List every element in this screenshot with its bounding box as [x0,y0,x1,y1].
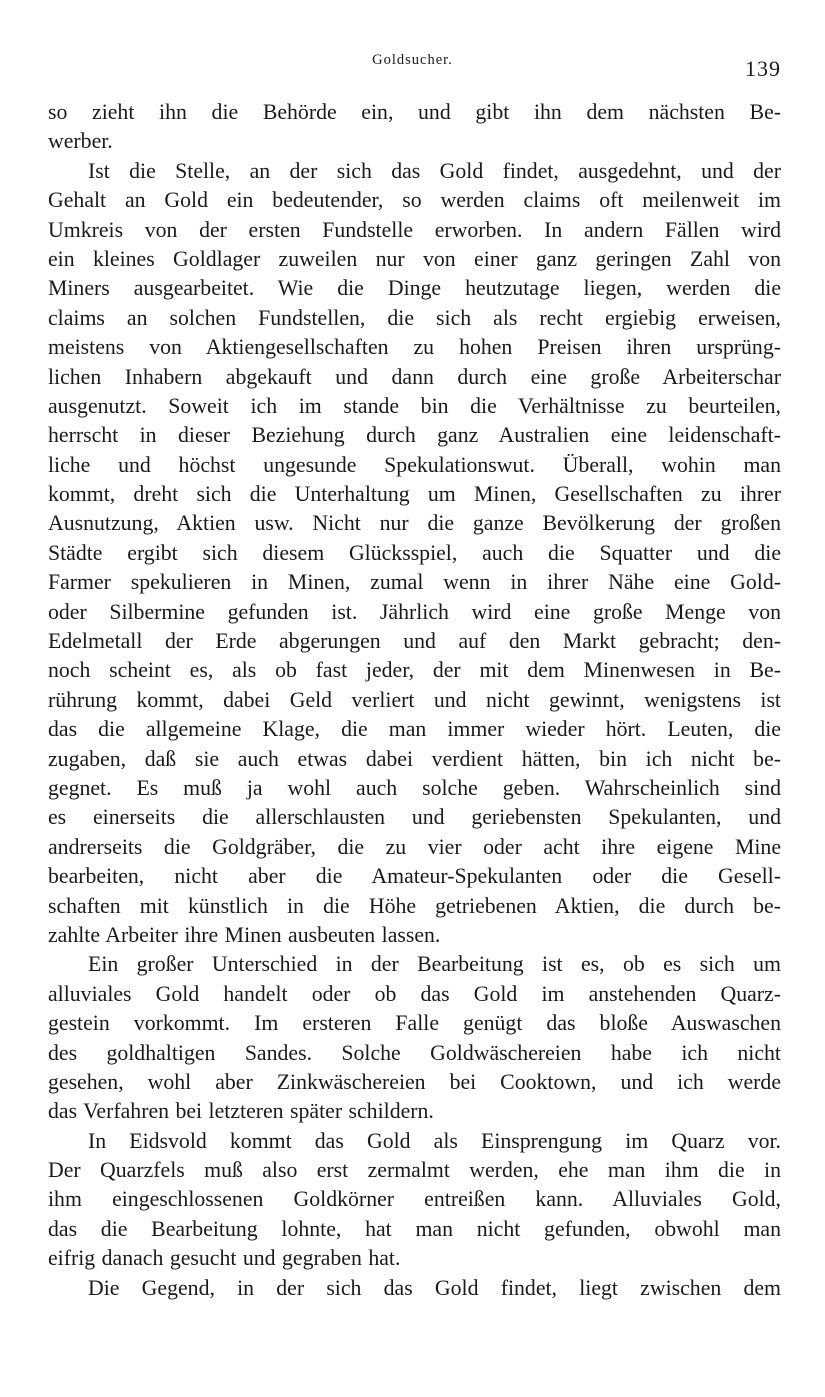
paragraph [48,157,781,951]
text-line: das die Bearbeitung lohnte, hat man nicht gefunden, obwohl man [48,1216,781,1241]
text-line: ihm eingeschlossenen Goldkörner entreißen kann. Alluviales Gold, [48,1187,781,1212]
paragraph [48,950,781,1126]
text-line: gestein vorkommt. Im ersteren Falle genügt das bloße Auswaschen [48,1011,781,1036]
text-line: werber. [48,129,113,154]
text-line: herrscht in dieser Beziehung durch ganz Australien eine leidenschaft- [48,423,781,448]
text-line: kommt, dreht sich die Unterhaltung um Minen, Gesellschaften zu ihrer [48,482,781,507]
text-line: Gehalt an Gold ein bedeutender, so werden claims oft meilenweit im [48,188,781,213]
text-line: Umkreis von der ersten Fundstelle erworben. In andern Fällen wird [48,217,781,242]
text-line: In Eidsvold kommt das Gold als Einsprengung im Quarz vor. [88,1128,781,1153]
text-line: des goldhaltigen Sandes. Solche Goldwäschereien habe ich nicht [48,1040,781,1065]
text-line: gesehen, wohl aber Zinkwäschereien bei Cooktown, und ich werde [48,1069,781,1094]
text-line: eifrig danach gesucht und gegraben hat. [48,1246,401,1271]
text-line: alluviales Gold handelt oder ob das Gold im anstehenden Quarz- [48,981,781,1006]
text-line: Der Quarzfels muß also erst zermalmt werden, ehe man ihm die in [48,1158,781,1183]
paragraph [48,1274,781,1303]
text-line: zugaben, daß sie auch etwas dabei verdient hätten, bin ich nicht be- [48,746,781,771]
text-line: oder Silbermine gefunden ist. Jährlich wird eine große Menge von [48,599,781,624]
running-head: Goldsucher. [372,52,453,68]
text-line: das die allgemeine Klage, die man immer wieder hört. Leuten, die [48,717,781,742]
text-line: gegnet. Es muß ja wohl auch solche geben. Wahrscheinlich sind [48,775,781,800]
text-line: Ausnutzung, Aktien usw. Nicht nur die ganze Bevölkerung der großen [48,511,781,536]
text-line: ausgenutzt. Soweit ich im stande bin die Verhältnisse zu beurteilen, [48,393,781,418]
paragraph [48,1127,781,1274]
paragraph [48,98,781,157]
text-line: Miners ausgearbeitet. Wie die Dinge heutzutage liegen, werden die [48,276,781,301]
text-line: Farmer spekulieren in Minen, zumal wenn in ihrer Nähe eine Gold- [48,570,781,595]
text-line: claims an solchen Fundstellen, die sich als recht ergiebig erweisen, [48,305,781,330]
text-line: meistens von Aktiengesellschaften zu hohen Preisen ihren ursprüng- [48,335,781,360]
text-line: zahlte Arbeiter ihre Minen ausbeuten lassen. [48,922,441,947]
text-line: ein kleines Goldlager zuweilen nur von einer ganz geringen Zahl von [48,246,781,271]
text-line: so zieht ihn die Behörde ein, und gibt ihn dem nächsten Be- [48,100,781,124]
text-line: noch scheint es, als ob fast jeder, der mit dem Minenwesen in Be- [48,658,781,683]
text-line: liche und höchst ungesunde Spekulationswut. Überall, wohin man [48,452,781,477]
text-line: lichen Inhabern abgekauft und dann durch eine große Arbeiterschar [48,364,781,389]
text-line: Die Gegend, in der sich das Gold findet, liegt zwischen dem [88,1275,781,1300]
text-line: Ein großer Unterschied in der Bearbeitung ist es, ob es sich um [88,952,781,977]
text-line: bearbeiten, nicht aber die Amateur-Spekulanten oder die Gesell- [48,864,781,889]
body-text [48,98,781,1303]
text-line: Ist die Stelle, an der sich das Gold findet, ausgedehnt, und der [88,158,781,183]
text-line: andrerseits die Goldgräber, die zu vier oder acht ihre eigene Mine [48,834,781,859]
text-line: schaften mit künstlich in die Höhe getriebenen Aktien, die durch be- [48,893,781,918]
text-line: Edelmetall der Erde abgerungen und auf den Markt gebracht; den- [48,629,781,654]
text-line: rührung kommt, dabei Geld verliert und nicht gewinnt, wenigstens ist [48,687,781,712]
text-line: es einerseits die allerschlausten und geriebensten Spekulanten, und [48,805,781,830]
text-line: das Verfahren bei letzteren später schildern. [48,1099,434,1124]
text-line: Städte ergibt sich diesem Glücksspiel, auch die Squatter und die [48,540,781,565]
page-number: 139 [745,56,781,81]
